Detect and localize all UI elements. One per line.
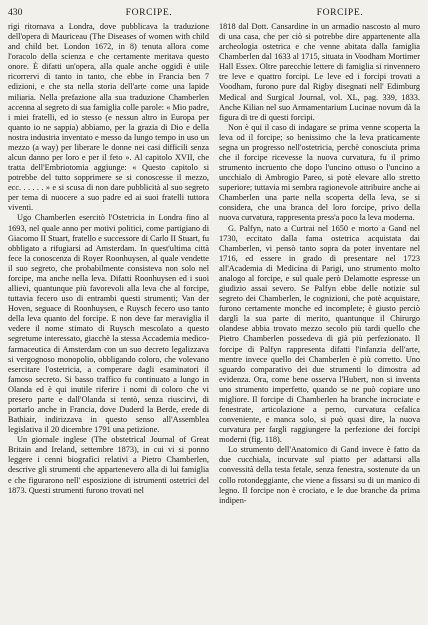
paragraph: Non è qui il caso di indagare se prima venne scoperta la leva od il forcipe; so benissimo che la leva praticamente segna un progresso nell'ostetricia, perchè conosciuta prima che il forcipe ricevesse la nuova curvatura, fu il primo strumento incruento che dopo l'uncino ottuso o l'uncino a uncchialo di Ambrogio Pareo, si potè elevare allo stretto superiore; tuttavia mi sembra ragionevole attribuire anche ai Chamberlen una parte nella scoperta della leva, se si considera, che una branca del loro forcipe, privo della nuova curvatura, rappresenta press'a poco la leva moderna. xyxy=(219,122,420,223)
paragraph: G. Palfyn, nato a Curtrai nel 1650 e morto a Gand nel 1730, eccitato dalla fama ostetrica acquistata dai Chamberlen, vi pensò tanto sopra da poter inventare nel 1716, ed essere in grado di presentare nel 1723 all'Academia di Medicina di Parigi, uno strumento molto analogo al forcipe, e sul quale però Delamotte espresse un giudizio assai severo. Se Palfyn ebbe delle notizie sul segreto dei Chamberlen, le cognizioni, che potè acquistare, furono certamente monche ed incomplete; è giusto perciò darglì la sua parte di merito, quantunque il Chirurgo olandese abbia trovato mezzo secolo più tardi quello che Pietro Chamberlen possedeva di già più perfezionato. Il forcipe di Palfyn rappresenta difatti l'infanzia dell'arte, mentre invece quello dei Chamberlen è più corretto. Uno sguardo comparativo dei due strumenti lo dimostra ad evidenza. Ora, come bene osserva l'Hubert, non si inventa uno strumento imperfetto, quando se ne può copiare uno migliore. Il forcipe di Chamberlen ha branche incrociate e fenestrate, articolazione a perno, curvatura cefalica conveniente, e manca solo, si può quasi dire, la nuova curvatura per fargli raggiungere la perfezione dei forcipi moderni (fig. 118). xyxy=(219,223,420,445)
paragraph: Ugo Chamberlen esercitò l'Ostetricia in Londra fino al 1693, nel quale anno per motivi politici, come partigiano di Giacomo II Stuart, fratello e successore di Carlo II Stuart, fu obbligato a rifugiarsi ad Amsterdam. In quest'ultima città fece la conoscenza di Royer Roonhuysen, al quale vendette il suo segreto, che probabilmente consisteva non solo nel forcipe, ma anche nella leva. Difatti Roonhuysen ed i suoi allievi, quantunque più favorevoli alla leva che al forcipe, tuttavia fecero uso di entrambi questi strumenti; Van der Hoven, seguace di Roonhuysen, e Ruysch fecero uso tanto della leva quanto del forcipe. E non deve far meraviglia il vedere il nome stimato di Ruysch mescolato a questo segretume interessato, giacchè la stessa Accademia medico-farmaceutica di Amsterdam con un suo decreto legalizzava si vergognoso monopolio, obbligando coloro, che volevano esercitare l'ostetricia, a comperare dagli esaminatori il famoso secreto. Si basso traffico fu continuato a lungo in Olanda ed è qui inutile riferire i nomi di coloro che vi presero parte e dall'Olanda si tentò, senza riuscirvi, di portarlo anche in Francia, dove Duderd la Berde, erede di Bathiair, indirizzava in questo senso all'Assemblea legislativa il 20 dicembre 1791 una petizione. xyxy=(8,213,209,435)
text-columns xyxy=(8,22,420,618)
right-running-title: FORCIPE. xyxy=(316,7,364,18)
paragraph: 1818 dal Dott. Cansardine in un armadio nascosto al muro di una casa, che per ciò si potrebbe dire appartenente alla archeologia ostetrica e che venne abitata dalla famiglia Chamberlen dal 1633 al 1715, situata in Voodham Mortimer Hall Essex. Oltre parecchie lettere di famiglia si rinvennero tre leve e quattro forcipi. Le leve ed i forcipi trovati a Voodham, furono pure dal Rigby disegnati nell' Edimburg Medical and Surgical Journal, vol. XL, pag. 339, 1833. Anche Kilian nel suo Armamentarium Lucinae novum dà la figura di tre di questi forcipi. xyxy=(219,22,420,122)
paragraph: Un giornale inglese (The obstetrical Journal of Great Britain and Ireland, settembre 1873), in cui vi si ponno leggere i cenni biografici relativi a Pietro Chamberlen, descrive gli strumenti che appartenevero alla di lui famiglia e che figurarono nell' esposizione di istrumenti ostetrici del 1873. Questi strumenti furono trovati nel xyxy=(8,435,209,495)
paragraph: rigi ritornava a Londra, dove pubblicava la traduzione dell'opera di Mauriceau (The Diseases of women with child and child bet. London 1672, in 8) tenuta allora come l'oracolo della scienza e che certamente meritava questo onore. È difatti un'opera, alla quale anche oggidì è utile ricorrervi di tanto in tanto, che ebbe in Francia ben 7 edizioni, e che sta nella storia dell'arte come una lapide miliaria. Nella prefazione alla sua traduzione Chamberlen accenna al segreto di sua famiglia colle parole: « Mio padre, i miei fratelli, ed io stesso (e nessun altro in Europa per quanto io ne sappia) abbiamo, per la grazia di Dio e della nostra industria inventato e messo da lungo tempo in uso un mezzo (a way) per liberare le donne nei casi difficili senza alcun danno per loro e per il feto ». Al capitolo XVII, che tratta dell'Embriotomia aggiunge: « Questo capitolo si potrebbe del tutto sopprimere se si conoscesse il mezzo, ecc. . . . . . » e si scusa di non dare pubblicità al suo segreto per tema di nuocere a suo padre ed ai suoi fratelli tuttora viventi. xyxy=(8,22,209,213)
running-header xyxy=(8,6,420,19)
right-column xyxy=(219,22,420,618)
left-running-title: FORCIPE. xyxy=(125,7,173,18)
left-column xyxy=(8,22,209,618)
page-number: 430 xyxy=(8,7,23,18)
paragraph: Lo strumento dell'Anatomico di Gand invece è fatto da due cucchiala, incurvate sul piatto per adattarsi alla convessità della testa fetale, senza fenestra, sostenute da un collo rotondeggiante, che viene a fissarsi su di un manico di legno. Il forcipe non è crociato, e le due branche da prima indipen- xyxy=(219,445,420,505)
